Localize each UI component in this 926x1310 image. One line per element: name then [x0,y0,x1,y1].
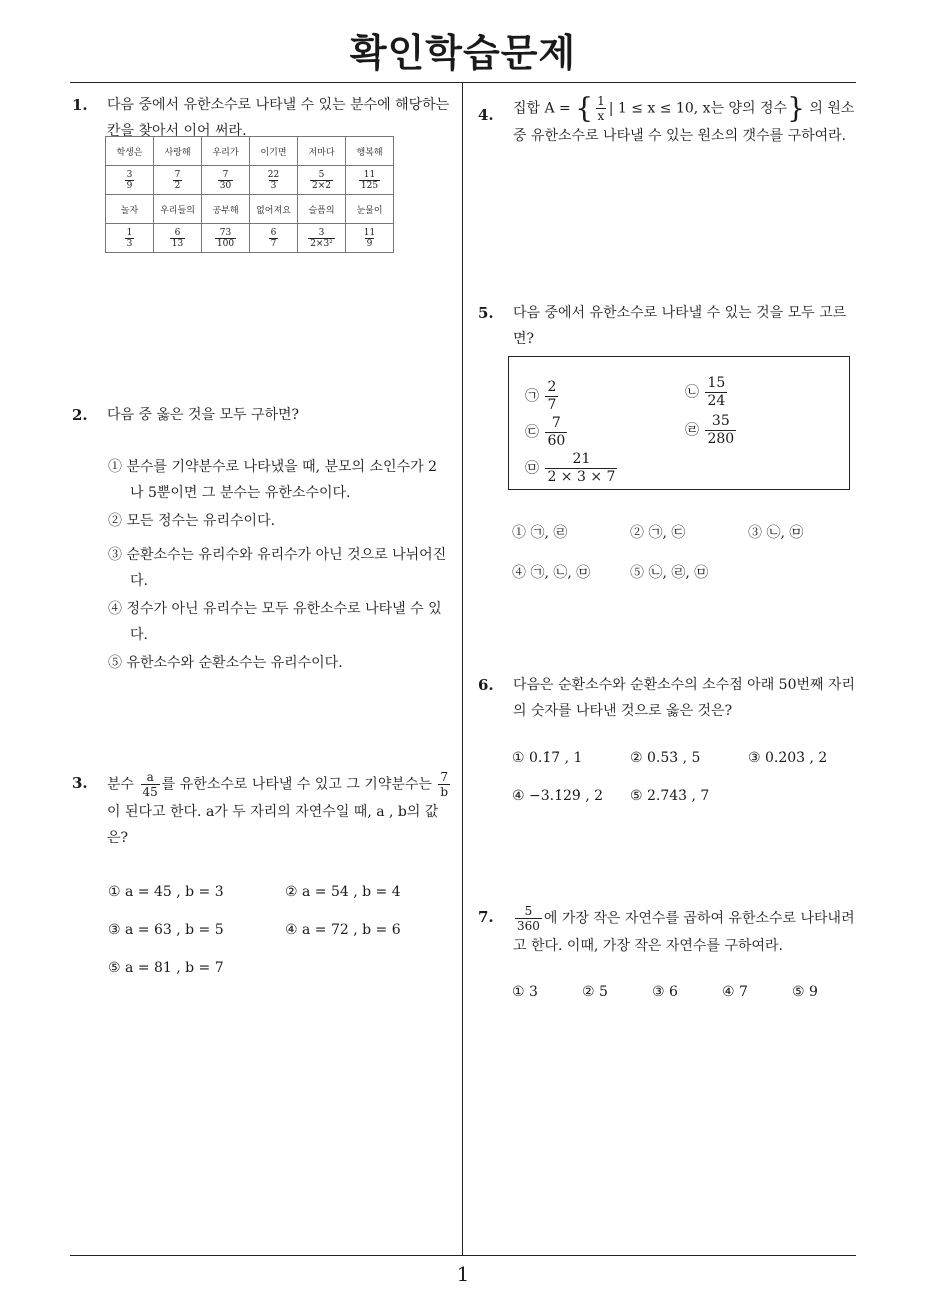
question-number: 6. [478,676,494,694]
bottom-rule [70,1255,856,1256]
table-cell [298,224,346,253]
fraction [438,770,450,799]
numerator: 6 [174,227,181,238]
left-brace: { [575,91,594,125]
page-title: 확인학습문제 [349,31,577,75]
question-number: 4. [478,106,494,124]
fraction [362,228,377,249]
denominator: 13 [171,238,184,249]
table-cell: 우리가 [202,137,250,166]
table-cell: 눈물이 [346,195,394,224]
box-item [685,413,738,448]
question-number: 1. [72,96,88,114]
question-text [513,904,858,959]
table-cell [154,166,202,195]
denominator: 2 × 3 × 7 [547,469,616,485]
fraction [125,170,135,191]
option-2[interactable]: ② a = 54 , b = 4 [285,884,401,900]
table-cell: 슬픔의 [298,195,346,224]
fraction [308,228,335,249]
text-part: 집합 A = [513,100,571,117]
fraction [173,170,183,191]
numerator: 73 [219,227,232,238]
text-part: 의 원소 중 유한소수로 나타낼 수 있는 원소의 갯수를 구하여라. [513,100,855,144]
box-item [525,451,619,486]
option-4[interactable]: ④ 7 [722,984,748,1000]
item-mark: ㉡ [685,384,699,401]
option-5[interactable]: ⑤ 2.7̇43̇ , 7 [630,788,710,804]
numerator: 22 [267,169,280,180]
denominator: 60 [547,433,566,449]
question-text [513,91,858,149]
denominator: 2×2 [312,180,331,191]
denominator: 360 [517,919,540,933]
question-5 [478,300,858,352]
table-cell: 공부해 [202,195,250,224]
table-cell: 놀자 [106,195,154,224]
question-3 [72,770,457,851]
numerator: 35 [711,413,730,429]
denominator: 7 [547,397,557,413]
option-1[interactable]: ① a = 45 , b = 3 [108,884,224,900]
option-1[interactable]: ① ㉠, ㉣ [512,525,568,541]
numerator: 11 [363,227,376,238]
item-mark: ㉣ [685,422,699,439]
numerator: 7 [174,169,181,180]
table-cell: 이기면 [250,137,298,166]
denominator: 24 [707,393,726,409]
fraction [218,170,233,191]
fraction [359,170,380,191]
table-cell: 없어져요 [250,195,298,224]
box-item [685,375,729,410]
fraction [215,228,236,249]
denominator: 7 [270,238,277,249]
table-cell: 학생은 [106,137,154,166]
numerator: 11 [363,169,376,180]
fraction [705,375,727,410]
question-4 [478,91,858,149]
denominator: 3 [126,238,133,249]
question-7 [478,904,858,959]
numerator: 3 [318,227,325,238]
option-4[interactable]: ④ ㉠, ㉡, ㉤ [512,565,591,581]
option-2[interactable]: ② 0.5̇3̇ , 5 [630,750,701,766]
denominator: 3 [270,180,277,191]
denominator: 2 [174,180,181,191]
fraction [545,451,617,486]
table-cell [106,224,154,253]
denominator: 9 [126,180,133,191]
fraction [545,415,567,450]
question-2 [72,402,457,428]
option-3[interactable]: ③ 6 [652,984,678,1000]
denominator: b [440,785,449,799]
table-cell [106,166,154,195]
denominator: 125 [360,180,379,191]
fraction [141,770,160,799]
fraction [269,228,279,249]
fraction [705,413,736,448]
text-part: 분수 [107,776,135,793]
option-3[interactable]: ③ 0.2̇03̇ , 2 [748,750,828,766]
fraction [266,170,281,191]
text-part: 에 가장 작은 자연수를 곱하여 유한소수로 나타내려고 한다. 이때, 가장 작은 자연수를 구하여라. [513,910,855,954]
fraction [125,228,135,249]
numerator: a [146,770,154,784]
denominator: 280 [707,431,735,447]
table-cell: 행복해 [346,137,394,166]
question-text: 다음 중에서 유한소수로 나타낼 수 있는 분수에 해당하는 칸을 찾아서 이어 써라. [107,97,450,139]
numerator: 5 [524,904,533,918]
fraction [545,379,558,414]
denominator: 2×3² [310,238,333,249]
numerator: 15 [707,375,726,391]
question-6 [478,672,858,724]
denominator: x [597,109,605,123]
fraction [515,904,542,933]
set-condition: | 1 ≤ x ≤ 10, x는 양의 정수 [608,100,788,117]
question-text: 다음 중 옳은 것을 모두 구하면? [107,407,300,423]
right-brace: } [787,91,805,125]
item-mark: ㉢ [525,424,539,441]
numerator: 7 [551,415,561,431]
table-cell: 저마다 [298,137,346,166]
item-mark: ㉠ [525,388,539,405]
denominator: 100 [216,238,235,249]
page-number: 1 [456,1262,470,1286]
table-cell [154,224,202,253]
box-item [525,415,569,450]
option-4[interactable]: ④ −3.1̇29̇ , 2 [512,788,604,804]
option-2[interactable]: ② ㉠, ㉢ [630,525,686,541]
option-1[interactable]: ① 분수를 기약분수로 나타냈을 때, 분모의 소인수가 2나 5뿐이면 그 분수는 유한소수이다. [108,459,437,501]
question-number: 7. [478,908,494,926]
top-rule [70,82,856,83]
fraction [310,170,333,191]
option-1[interactable]: ① 0.1̇7̇ , 1 [512,750,583,766]
question-number: 5. [478,304,494,322]
table-cell: 사랑해 [154,137,202,166]
table-cell [250,224,298,253]
denominator: 45 [142,785,158,799]
syllable-table [105,136,394,253]
numerator: 1 [126,227,133,238]
question-number: 3. [72,774,88,792]
column-divider [462,83,463,1255]
numerator: 6 [270,227,277,238]
numerator: 5 [318,169,325,180]
numerator: 21 [572,451,591,467]
question-text [107,770,457,851]
fraction [595,94,607,123]
text-part: 를 유한소수로 나타낼 수 있고 그 기약분수는 [161,776,432,793]
table-cell [250,166,298,195]
fraction [170,228,185,249]
option-4[interactable]: ④ 정수가 아닌 유리수는 모두 유한소수로 나타낼 수 있다. [108,601,442,643]
numerator: 1 [597,94,605,108]
denominator: 30 [219,180,232,191]
denominator: 9 [366,238,373,249]
option-4[interactable]: ④ a = 72 , b = 6 [285,922,401,938]
table-cell [298,166,346,195]
option-list [108,454,448,676]
numerator: 7 [440,770,449,784]
question-number: 2. [72,406,88,424]
text-part: 이 된다고 한다. a가 두 자리의 자연수일 때, a , b의 값은? [107,804,439,846]
table-cell [202,224,250,253]
option-5[interactable]: ⑤ 유한소수와 순환소수는 유리수이다. [108,655,343,671]
numerator: 7 [222,169,229,180]
option-1[interactable]: ① 3 [512,984,538,1000]
option-3[interactable]: ③ a = 63 , b = 5 [108,922,224,938]
box-item [525,379,560,414]
option-5[interactable]: ⑤ ㉡, ㉣, ㉤ [630,565,709,581]
option-3[interactable]: ③ ㉡, ㉤ [748,525,804,541]
table-cell [202,166,250,195]
option-3[interactable]: ③ 순환소수는 유리수와 유리수가 아닌 것으로 나뉘어진다. [108,547,447,589]
choice-box [508,356,850,490]
question-text: 다음 중에서 유한소수로 나타낼 수 있는 것을 모두 고르면? [513,305,847,347]
option-2[interactable]: ② 5 [582,984,608,1000]
table-cell: 우리들의 [154,195,202,224]
option-2[interactable]: ② 모든 정수는 유리수이다. [108,513,276,529]
option-5[interactable]: ⑤ 9 [792,984,818,1000]
option-5[interactable]: ⑤ a = 81 , b = 7 [108,960,224,976]
item-mark: ㉤ [525,460,539,477]
table-cell [346,166,394,195]
question-text: 다음은 순환소수와 순환소수의 소수점 아래 50번째 자리의 숫자를 나타낸 것으로 옳은 것은? [513,677,856,719]
numerator: 2 [547,379,557,395]
table-cell [346,224,394,253]
numerator: 3 [126,169,133,180]
